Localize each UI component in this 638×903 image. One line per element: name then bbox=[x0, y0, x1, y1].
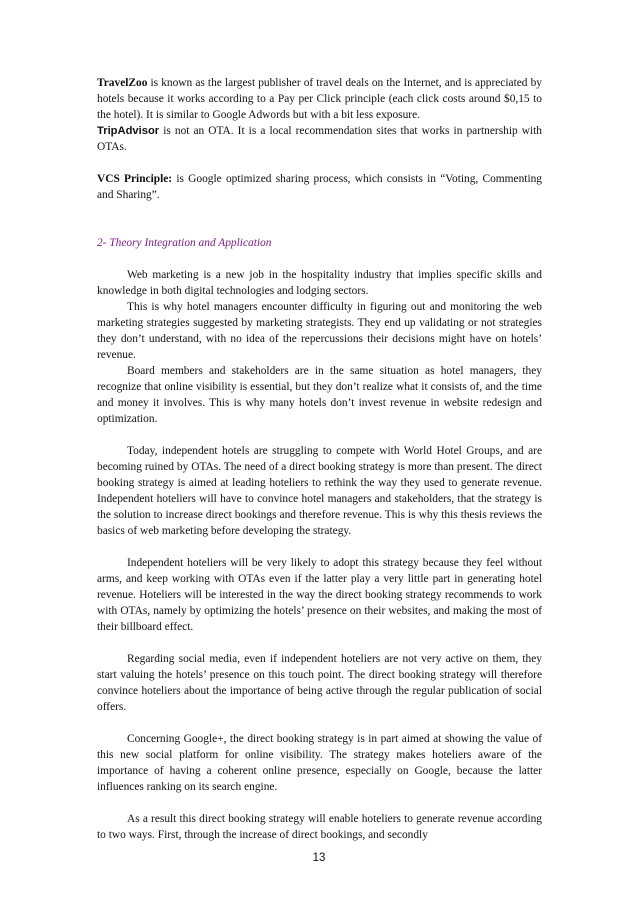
body-paragraph-2: This is why hotel managers encounter difficulty in figuring out and monitoring the web marketing strategies suggested by marketing strategists. They end up validating or not strategies they don’t understand, with no idea of the repercussions their decisions might have on hotels’ revenue. bbox=[97, 301, 542, 361]
travelzoo-text: is known as the largest publisher of travel deals on the Internet, and is appreciated by hotels because it works according to a Pay per Click principle (each click costs around $0,15 to the hotel). It is similar to Google Adwords but with a bit less exposure. bbox=[97, 77, 542, 121]
body-paragraph-3: Board members and stakeholders are in the same situation as hotel managers, they recognize that online visibility is essential, but they don’t realize what it consists of, and the time and money it involves. This is why many hotels don’t invest revenue in website redesign and optimization. bbox=[97, 365, 542, 425]
body-paragraph-1: Web marketing is a new job in the hospitality industry that implies specific skills and knowledge in both digital technologies and lodging sectors. bbox=[97, 269, 542, 297]
vcs-term: VCS Principle: bbox=[97, 173, 173, 185]
vcs-paragraph bbox=[97, 171, 542, 203]
vcs-text: is Google optimized sharing process, which consists in “Voting, Commenting and Sharing”. bbox=[97, 173, 543, 201]
page-number: 13 bbox=[312, 852, 326, 864]
tripadvisor-text: is not an OTA. It is a local recommendation sites that works in partnership with OTAs. bbox=[97, 125, 542, 153]
section-heading: 2- Theory Integration and Application bbox=[97, 237, 272, 249]
body-paragraph-4: Today, independent hotels are struggling to compete with World Hotel Groups, and are becoming ruined by OTAs. The need of a direct booking strategy is more than present. The direct booking strategy is aimed at leading hoteliers to rethink the way they used to generate revenue. Independent hoteliers will have to convince hotel managers and stakeholders, that the strategy is the solution to increase direct bookings and therefore revenue. This is why this thesis reviews the basics of web marketing before developing the strategy. bbox=[97, 445, 542, 537]
body-paragraph-7: Concerning Google+, the direct booking strategy is in part aimed at showing the value of this new social platform for online visibility. The strategy makes hoteliers aware of the importance of having a coherent online presence, especially on Google, because the latter influences ranking on its search engine. bbox=[97, 733, 542, 793]
travelzoo-term: TravelZoo bbox=[97, 77, 148, 89]
tripadvisor-term: TripAdvisor bbox=[97, 125, 160, 137]
body-paragraph-5: Independent hoteliers will be very likely to adopt this strategy because they feel without arms, and keep working with OTAs even if the latter play a very little part in generating hotel revenue. Hoteliers will be interested in the way the direct booking strategy recommends to work with OTAs, namely by optimizing the hotels’ presence on their websites, and making the most of their billboard effect. bbox=[97, 557, 542, 633]
body-paragraph-6: Regarding social media, even if independent hoteliers are not very active on them, they start valuing the hotels’ presence on this touch point. The direct booking strategy will therefore convince hoteliers about the importance of being active through the regular publication of social offers. bbox=[97, 653, 542, 713]
tripadvisor-paragraph bbox=[97, 123, 542, 155]
page-body bbox=[97, 75, 542, 843]
travelzoo-paragraph bbox=[97, 75, 542, 123]
body-paragraph-8: As a result this direct booking strategy will enable hoteliers to generate revenue according to two ways. First, through the increase of direct bookings, and secondly bbox=[97, 813, 542, 841]
